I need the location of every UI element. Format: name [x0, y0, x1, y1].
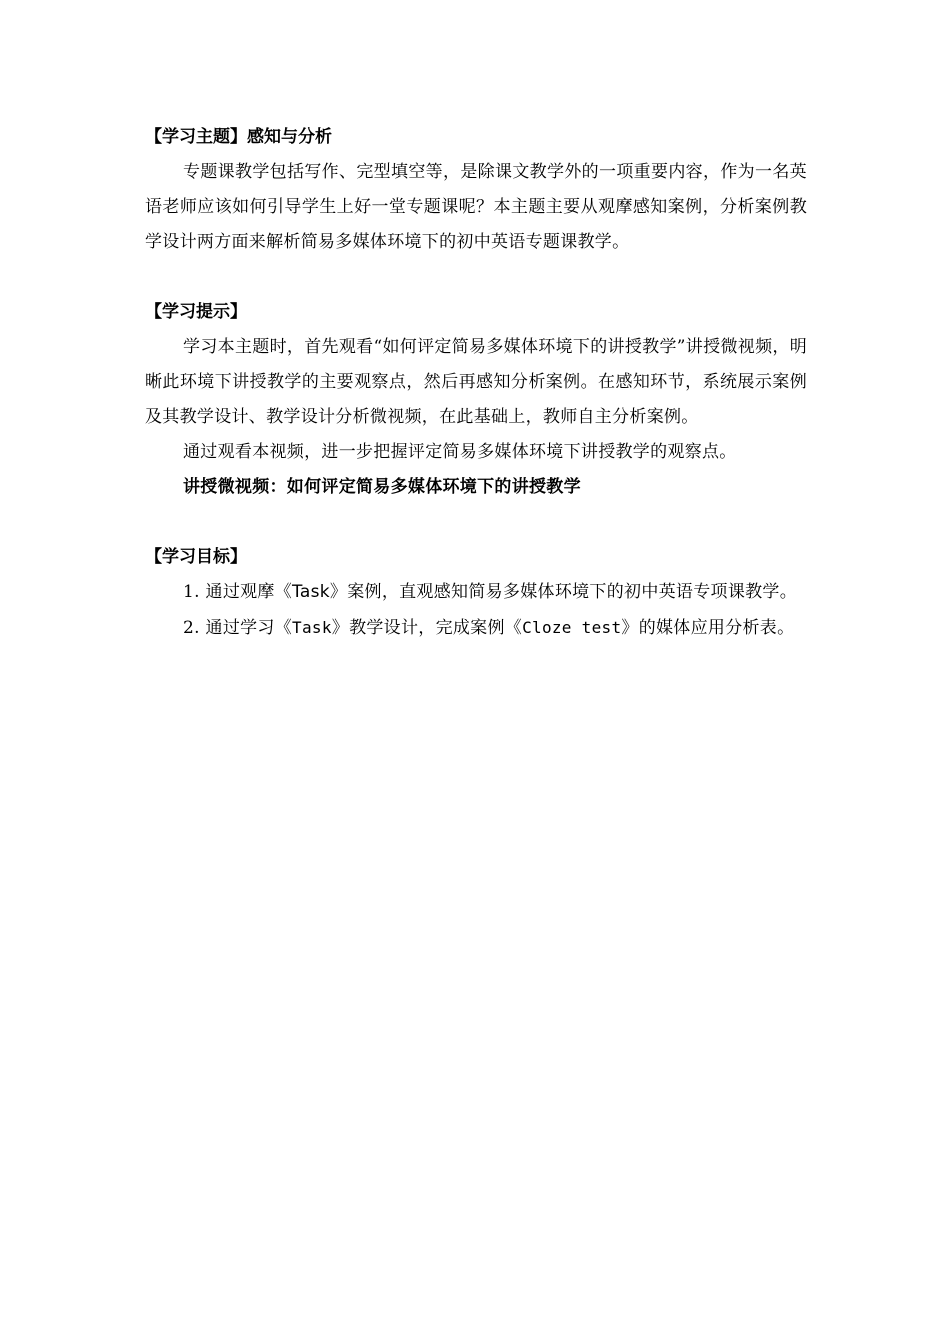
- goal1-prefix: 1. 通过观摩《: [183, 582, 293, 602]
- goal1-suffix: 》案例，直观感知简易多媒体环境下的初中英语专项课教学。: [329, 582, 798, 602]
- goal2-prefix: 2. 通过学习《: [183, 618, 293, 638]
- section-heading-learning-theme: [145, 120, 807, 155]
- goal2-case-title-2: Cloze test: [522, 618, 622, 637]
- section-spacer: [145, 505, 807, 540]
- goal1-case-title: Task: [292, 582, 330, 602]
- section-heading-learning-goals: 【学习目标】: [145, 547, 247, 567]
- goal2-suffix: 》的媒体应用分析表。: [621, 618, 795, 638]
- theme-paragraph: 专题课教学包括写作、完型填空等，是除课文教学外的一项重要内容，作为一名英语老师应该如何引导学生上好一堂专题课呢？本主题主要从观摩感知案例，分析案例教学设计两方面来解析简易多媒体环境下的初中英语专题课教学。: [145, 162, 807, 252]
- goal2-case-title-1: Task: [292, 618, 332, 637]
- video-intro-paragraph: 通过观看本视频，进一步把握评定简易多媒体环境下讲授教学的观察点。: [183, 442, 737, 462]
- tips-paragraph: 学习本主题时，首先观看“如何评定简易多媒体环境下的讲授教学”讲授微视频，明晰此环境下讲授教学的主要观察点，然后再感知分析案例。在感知环节，系统展示案例及其教学设计、教学设计分析微视频，在此基础上，教师自主分析案例。: [145, 337, 807, 427]
- goal2-middle: 》教学设计，完成案例《: [331, 618, 523, 638]
- video-title: 讲授微视频：如何评定简易多媒体环境下的讲授教学: [183, 477, 581, 497]
- heading-theme-text: 感知与分析: [247, 127, 332, 147]
- document-body: [145, 120, 807, 646]
- section-spacer: [145, 260, 807, 295]
- heading-bracket-label: 【学习主题】: [145, 127, 247, 147]
- goal-item-1: [145, 575, 807, 610]
- section-heading-learning-tips: 【学习提示】: [145, 302, 247, 322]
- goal-item-2: [145, 610, 807, 646]
